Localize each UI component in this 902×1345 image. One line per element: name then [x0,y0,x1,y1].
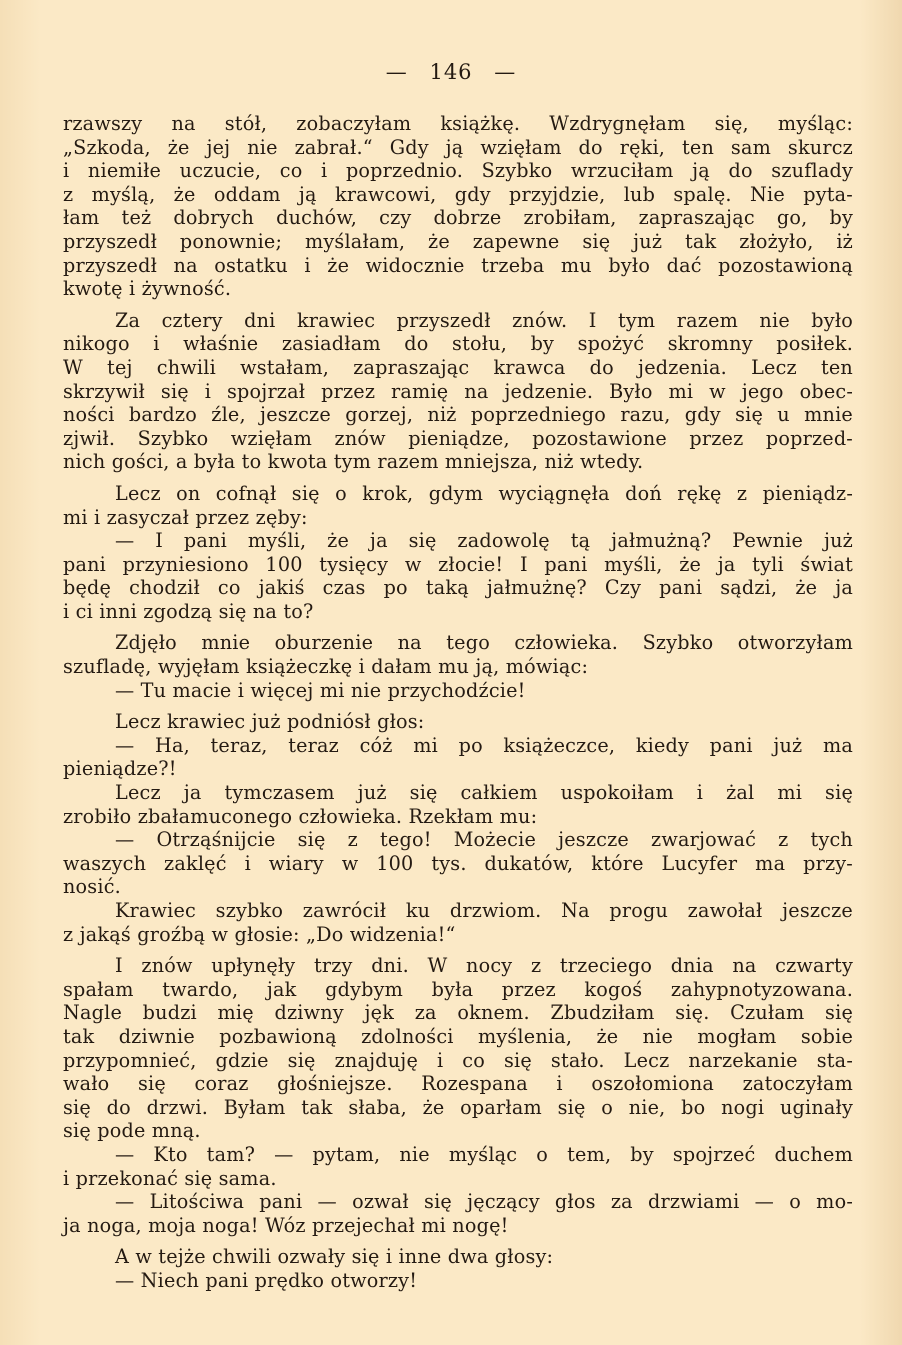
text-line: ności bardzo źle, jeszcze gorzej, niż poprzedniego razu, gdy się u mnie [63,403,853,427]
text-line: łam też dobrych duchów, czy dobrze zrobiłam, zapraszając go, by [63,206,853,230]
text-line: — Kto tam? — pytam, nie myśląc o tem, by spojrzeć duchem [115,1142,853,1166]
page-number-dash-right: — [494,60,517,84]
body-text [63,112,853,1293]
text-line: z myślą, że oddam ją krawcowi, gdy przyjdzie, lub spalę. Nie pyta- [63,182,853,206]
paragraph [63,1245,853,1269]
paragraph [63,1269,853,1293]
text-line: — Otrząśnijcie się z tego! Możecie jeszcze zwarjować z tych [115,828,853,852]
text-line: tak dziwnie pozbawioną zdolności myślenia, że nie mogłam sobie [63,1024,853,1048]
text-line: Lecz on cofnął się o krok, gdym wyciągnęła doń rękę z pieniądz- [115,481,853,505]
text-line: — Ha, teraz, teraz cóż mi po książeczce, kiedy pani już ma [115,733,853,757]
text-line: nich gości, a była to kwota tym razem mniejsza, niż wtedy. [63,450,644,474]
text-line: skrzywił się i spojrzał przez ramię na jedzenie. Było mi w jego obec- [63,379,853,403]
text-line: rzawszy na stół, zobaczyłam książkę. Wzdrygnęłam się, myśląc: [63,112,853,135]
paragraph [63,734,853,781]
text-line: W tej chwili wstałam, zapraszając krawca do jedzenia. Lecz ten [63,355,853,379]
paragraph-gap [63,1237,853,1245]
page-number [0,60,902,84]
text-line: i ci inni zgodzą się na to? [63,599,314,623]
text-line: kwotę i żywność. [63,277,232,301]
paragraph [63,954,853,1143]
text-line: nikogo i właśnie zasiadłam do stołu, by spożyć skromny posiłek. [63,332,853,356]
text-line: pieniądze?! [63,757,177,781]
text-line: i niemiłe uczucie, co i poprzednio. Szybko wrzuciłam ją do szuflady [63,159,853,183]
paragraph [63,631,853,678]
text-line: Zdjęło mnie oburzenie na tego człowieka. Szybko otworzyłam [115,631,853,655]
paragraph-gap [63,702,853,710]
page-number-dash-left: — [385,60,408,84]
paragraph-gap [63,623,853,631]
text-line: przyszedł ponownie; myślałam, że zapewne się już tak złożyło, iż [63,229,853,253]
paragraph [63,828,853,899]
text-line: spałam twardo, jak gdybym była przez kogoś zahypnotyzowana. [63,977,853,1001]
paragraph [63,482,853,529]
text-line: się pode mną. [63,1119,201,1143]
text-line: nosić. [63,875,121,899]
text-line: z jakąś groźbą w głosie: „Do widzenia!“ [63,922,456,946]
text-line: będę chodził co jakiś czas po taką jałmużnę? Czy pani sądzi, że ja [63,576,853,600]
text-line: — Tu macie i więcej mi nie przychodźcie! [115,678,526,702]
paragraph-gap [63,301,853,309]
text-line: ja noga, moja noga! Wóz przejechał mi nogę! [63,1213,509,1237]
paragraph [63,112,853,301]
text-line: Krawiec szybko zawrócił ku drzwiom. Na progu zawołał jeszcze [115,899,853,922]
paragraph [63,899,853,946]
text-line: mi i zasyczał przez zęby: [63,505,308,529]
text-line: zjwił. Szybko wzięłam znów pieniądze, pozostawione przez poprzed- [63,426,853,450]
text-line: Za cztery dni krawiec przyszedł znów. I tym razem nie było [115,308,853,332]
text-line: Lecz ja tymczasem już się całkiem uspokoiłam i żal mi się [115,781,853,805]
text-line: „Szkoda, że jej nie zabrał.“ Gdy ją wzięłam do ręki, ten sam skurcz [63,135,853,159]
text-line: — Litościwa pani — ozwał się jęczący głos za drzwiami — o mo- [115,1190,853,1214]
text-line: waszych zaklęć i wiary w 100 tys. dukatów, które Lucyfer ma przy- [63,851,853,875]
text-line: wało się coraz głośniejsze. Rozespana i oszołomiona zatoczyłam [63,1072,853,1096]
page-number-value: 146 [429,60,473,84]
paragraph-gap [63,474,853,482]
text-line: I znów upłynęły trzy dni. W nocy z trzeciego dnia na czwarty [115,954,853,978]
text-line: i przekonać się sama. [63,1166,277,1190]
paragraph [63,1190,853,1237]
text-line: Nagle budzi mię dziwny jęk za oknem. Zbudziłam się. Czułam się [63,1001,853,1025]
text-line: pani przyniesiono 100 tysięcy w złocie! I pani myśli, że ja tyli świat [63,552,853,576]
text-line: A w tejże chwili ozwały się i inne dwa głosy: [115,1245,554,1269]
text-line: — Niech pani prędko otworzy! [115,1268,418,1292]
text-line: się do drzwi. Byłam tak słaba, że oparłam się o nie, bo nogi uginały [63,1095,853,1119]
paragraph [63,309,853,474]
text-line: szufladę, wyjęłam książeczkę i dałam mu ją, mówiąc: [63,655,589,679]
paragraph [63,529,853,623]
paragraph [63,1143,853,1190]
paragraph-gap [63,946,853,954]
text-line: przyszedł na ostatku i że widocznie trzeba mu było dać pozostawioną [63,253,853,277]
paragraph [63,710,853,734]
text-line: — I pani myśli, że ja się zadowolę tą jałmużną? Pewnie już [115,529,853,553]
text-line: przypomnieć, gdzie się znajduję i co się stało. Lecz narzekanie sta- [63,1048,853,1072]
paragraph [63,781,853,828]
text-line: zrobiło zbałamuconego człowieka. Rzekłam mu: [63,804,538,828]
paragraph [63,679,853,703]
text-line: Lecz krawiec już podniósł głos: [115,710,425,734]
